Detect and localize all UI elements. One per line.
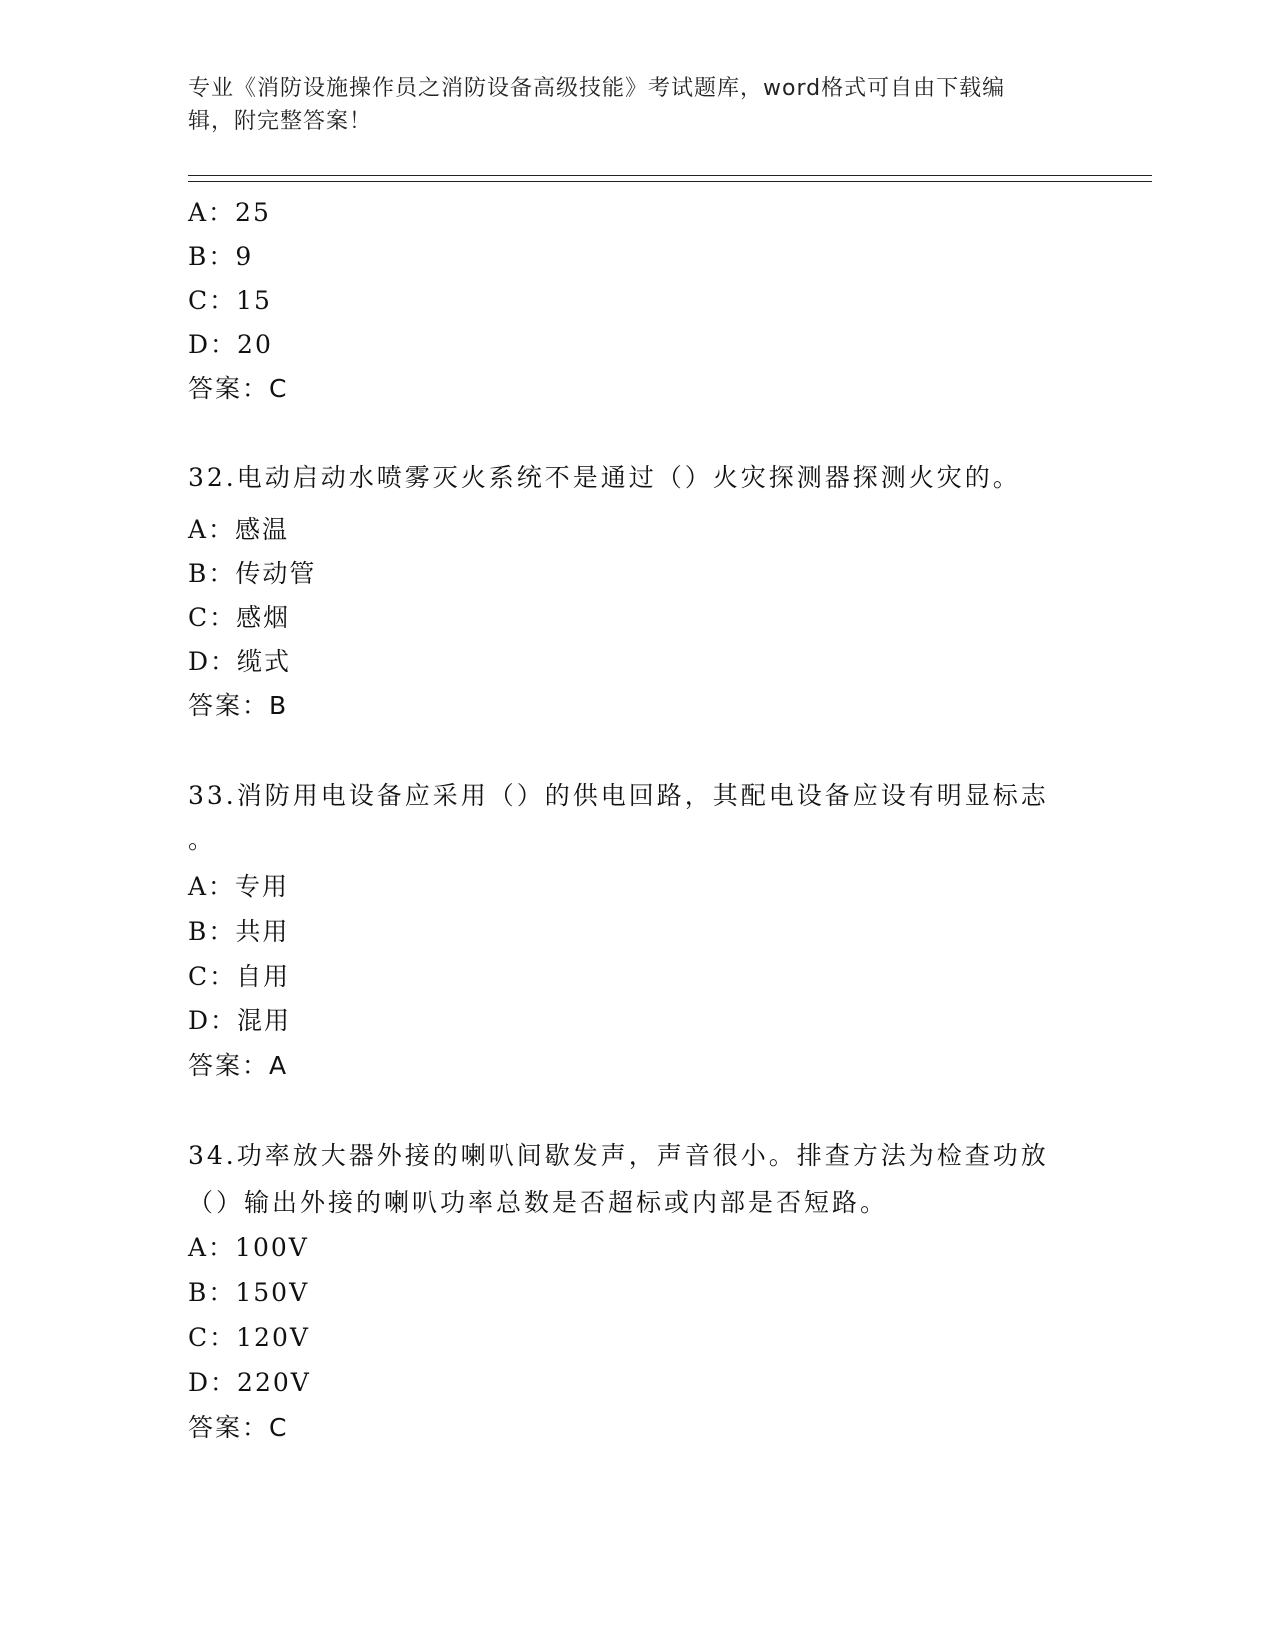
q33-stem-line-1: 33.消防用电设备应采用（）的供电回路，其配电设备应设有明显标志 xyxy=(188,781,1049,810)
q32-answer: 答案：B xyxy=(188,691,289,720)
q32-stem: 32.电动启动水喷雾灭火系统不是通过（）火灾探测器探测火灾的。 xyxy=(188,463,1021,492)
header-line-1: 专业《消防设施操作员之消防设备高级技能》考试题库，word格式可自由下载编 xyxy=(188,76,1006,101)
header-line-2: 辑，附完整答案！ xyxy=(188,109,373,134)
q34-answer: 答案：C xyxy=(188,1413,289,1442)
q34-stem-line-2: （）输出外接的喇叭功率总数是否超标或内部是否短路。 xyxy=(188,1188,889,1217)
q33-stem-line-2: 。 xyxy=(188,825,216,854)
header-divider-bottom xyxy=(188,181,1152,182)
q33-option-d: D：混用 xyxy=(188,1006,292,1035)
q34-option-c: C：120V xyxy=(188,1323,310,1352)
q32-option-d: D：缆式 xyxy=(188,647,292,676)
q34-option-a: A：100V xyxy=(188,1233,309,1262)
q34-option-d: D：220V xyxy=(188,1368,311,1397)
header-divider-top xyxy=(188,175,1152,176)
q31-option-d: D：20 xyxy=(188,330,273,359)
q31-option-a: A：25 xyxy=(188,198,271,227)
q32-option-a: A：感温 xyxy=(188,515,290,544)
q34-stem-line-1: 34.功率放大器外接的喇叭间歇发声，声音很小。排查方法为检查功放 xyxy=(188,1141,1049,1170)
q33-option-c: C：自用 xyxy=(188,962,291,991)
q33-answer: 答案：A xyxy=(188,1051,289,1080)
q31-option-c: C：15 xyxy=(188,286,272,315)
document-header xyxy=(188,72,1068,138)
q34-option-b: B：150V xyxy=(188,1278,310,1307)
q32-option-b: B：传动管 xyxy=(188,559,317,588)
q32-option-c: C：感烟 xyxy=(188,603,291,632)
q33-option-b: B：共用 xyxy=(188,917,290,946)
q31-option-b: B：9 xyxy=(188,242,254,271)
q31-answer: 答案：C xyxy=(188,374,289,403)
q33-option-a: A：专用 xyxy=(188,872,290,901)
